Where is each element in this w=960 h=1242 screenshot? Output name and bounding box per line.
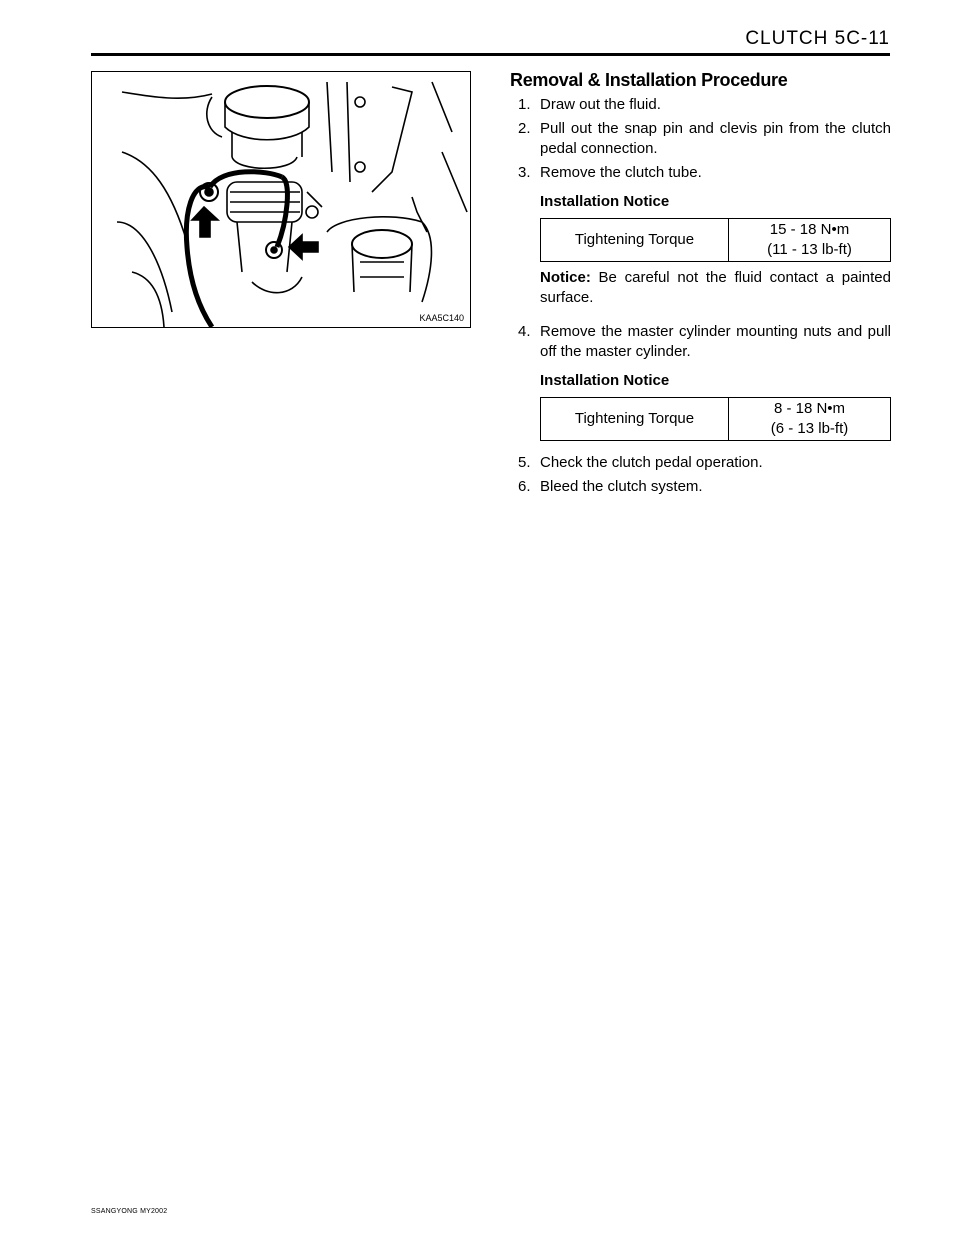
torque-value-metric: 15 - 18 N•m [769, 221, 850, 238]
torque-label: Tightening Torque [541, 219, 729, 262]
page-footer: SSANGYONG MY2002 [91, 1208, 168, 1215]
step-2 [510, 119, 891, 159]
illustration-drawing [92, 72, 471, 328]
torque-value-imperial: (11 - 13 lb-ft) [767, 241, 852, 258]
step-1 [510, 95, 891, 115]
step-6 [510, 477, 891, 497]
step-text: Bleed the clutch system. [540, 478, 703, 495]
step-number: 6. [518, 478, 531, 495]
step-text: Remove the clutch tube. [540, 164, 702, 181]
step-number: 5. [518, 454, 531, 471]
step-5 [510, 453, 891, 473]
step-text: Draw out the fluid. [540, 96, 661, 113]
header-rule [91, 53, 890, 56]
step-text: Check the clutch pedal operation. [540, 454, 763, 471]
torque-table-2 [540, 397, 891, 441]
torque-label: Tightening Torque [541, 398, 729, 441]
step-3 [510, 163, 891, 183]
step-number: 1. [518, 96, 531, 113]
caution-text: Be careful not the fluid contact a painted surface. [540, 269, 891, 306]
step-4 [510, 322, 891, 362]
torque-value [729, 398, 891, 441]
torque-table-1 [540, 218, 891, 262]
caution-note [510, 268, 891, 308]
torque-value-metric: 8 - 18 N•m [773, 400, 846, 417]
figure-caption: KAA5C140 [419, 313, 464, 323]
step-text: Pull out the snap pin and clevis pin from the clutch pedal connection. [540, 120, 891, 157]
step-number: 4. [518, 323, 531, 340]
installation-notice-heading: Installation Notice [540, 193, 670, 210]
procedure-section [510, 70, 891, 497]
caution-label: Notice: [540, 269, 591, 286]
page-title: CLUTCH 5C-11 [745, 28, 890, 49]
step-number: 2. [518, 120, 531, 137]
installation-notice-heading: Installation Notice [540, 372, 670, 389]
step-number: 3. [518, 164, 531, 181]
torque-value [729, 219, 891, 262]
torque-value-imperial: (6 - 13 lb-ft) [770, 420, 849, 437]
step-text: Remove the master cylinder mounting nuts and pull off the master cylinder. [540, 323, 891, 360]
section-title: Removal & Installation Procedure [510, 70, 788, 90]
master-cylinder-illustration [91, 71, 471, 328]
